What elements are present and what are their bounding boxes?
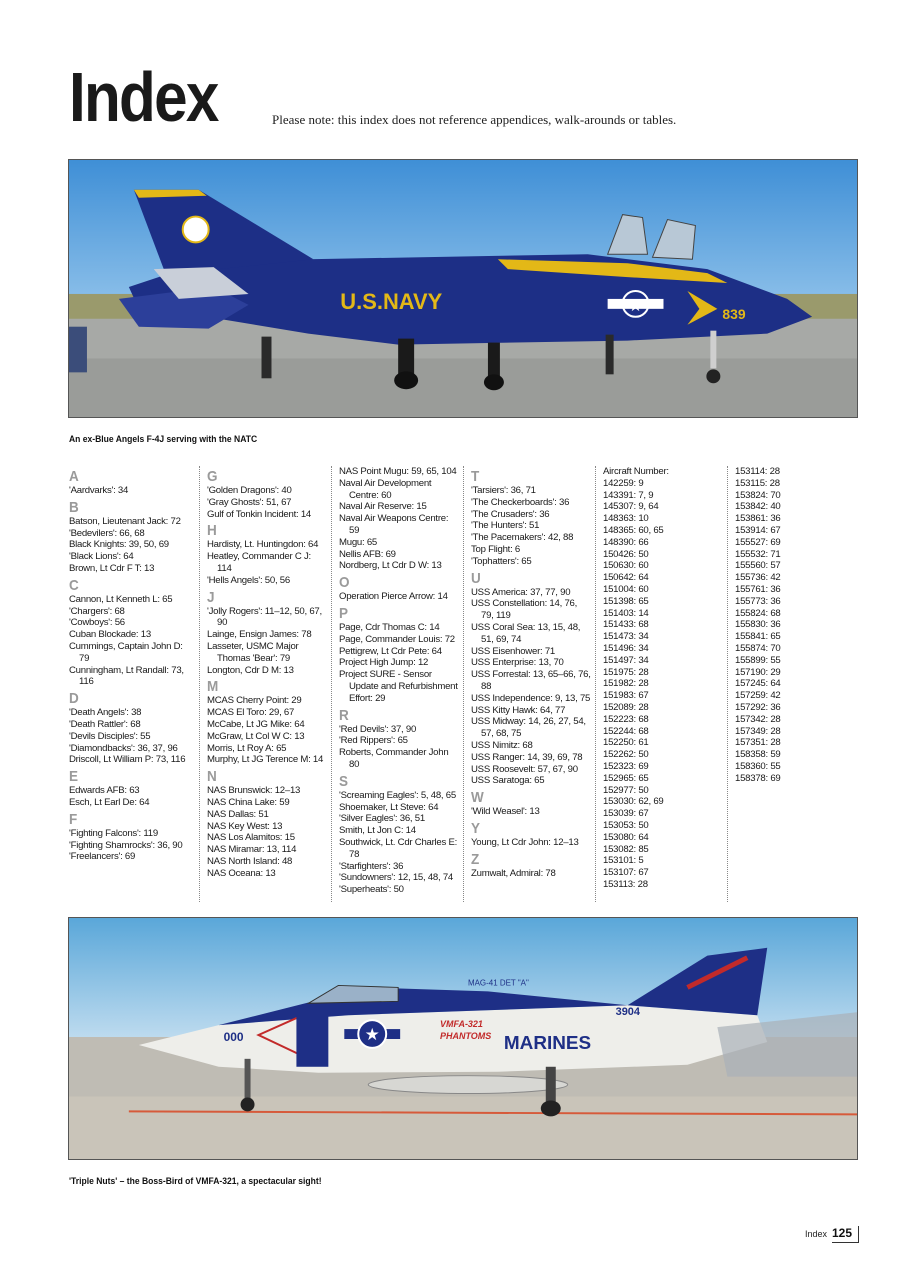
index-entry: NAS North Island: 48	[207, 855, 293, 867]
index-entry: 151496: 34	[603, 642, 649, 654]
index-entry: Nellis AFB: 69	[339, 548, 396, 560]
index-entry: 153861: 36	[735, 513, 781, 525]
index-entry: McGraw, Lt Col W C: 13	[207, 730, 305, 742]
index-columns	[68, 466, 860, 902]
index-entry: MCAS El Toro: 29, 67	[207, 707, 295, 719]
index-entry: 'Golden Dragons': 40	[207, 485, 292, 496]
nose-number-marking: 000	[223, 1030, 244, 1044]
index-entry: USS Midway: 14, 26, 27, 54, 57, 68, 75	[471, 716, 586, 740]
index-entry: Cunningham, Lt Randall: 73, 116	[69, 664, 184, 688]
index-entry: MCAS Cherry Point: 29	[207, 695, 302, 707]
index-column-2	[200, 466, 332, 902]
index-entry: 151433: 68	[603, 619, 649, 631]
index-entry: 148363: 10	[603, 513, 649, 525]
index-entry: 150630: 60	[603, 560, 649, 572]
index-entry: Shoemaker, Lt Steve: 64	[339, 801, 439, 813]
index-entry: 145307: 9, 64	[603, 501, 659, 513]
index-entry: USS Coral Sea: 13, 15, 48, 51, 69, 74	[471, 621, 581, 645]
index-entry: 153113: 28	[603, 878, 648, 890]
index-letter-heading: P	[339, 604, 349, 622]
index-entry: Aircraft Number:	[603, 466, 669, 477]
squadron-marking: VMFA-321	[440, 1019, 483, 1030]
index-entry: 148365: 60, 65	[603, 524, 664, 536]
index-entry: 152965: 65	[603, 772, 649, 784]
index-entry: Page, Cdr Thomas C: 14	[339, 621, 440, 633]
index-entry: 'Chargers': 68	[69, 605, 125, 617]
index-entry: 158358: 59	[735, 749, 781, 761]
index-entry: 'Fighting Falcons': 119	[69, 827, 158, 839]
index-letter-heading: E	[69, 768, 79, 786]
f4j-aircraft-illustration	[69, 160, 857, 417]
nose-number-marking: 839	[722, 305, 746, 322]
index-letter-heading: D	[69, 690, 79, 708]
top-photo-caption: An ex-Blue Angels F-4J serving with the NATC	[69, 434, 258, 445]
index-entry: 'Gray Ghosts': 51, 67	[207, 496, 292, 508]
index-letter-heading: T	[471, 468, 480, 485]
index-entry: 153101: 5	[603, 855, 644, 867]
index-entry: NAS China Lake: 59	[207, 796, 290, 808]
index-entry: Naval Air Development Centre: 60	[339, 477, 432, 501]
index-entry: 153824: 70	[735, 489, 781, 501]
index-entry: 'Black Lions': 64	[69, 551, 134, 563]
index-entry: 155560: 57	[735, 560, 781, 572]
index-entry: 155841: 65	[735, 631, 781, 643]
index-entry: NAS Los Alamitos: 15	[207, 832, 295, 844]
index-entry: 148390: 66	[603, 536, 649, 548]
tail-number-marking: 3904	[615, 1006, 641, 1019]
index-entry: 152244: 68	[603, 725, 649, 737]
index-entry: Hardisty, Lt. Huntingdon: 64	[207, 539, 319, 551]
index-entry: NAS Oceana: 13	[207, 867, 276, 879]
index-column-6	[728, 466, 860, 902]
footer-section-label: Index	[805, 1229, 828, 1239]
index-entry: 157190: 29	[735, 666, 781, 678]
index-entry: 'Cowboys': 56	[69, 617, 125, 629]
index-entry: 'The Pacemakers': 42, 88	[471, 532, 574, 544]
index-entry: Pettigrew, Lt Cdr Pete: 64	[339, 645, 442, 657]
index-entry: Mugu: 65	[339, 536, 378, 548]
index-column-3	[332, 466, 464, 902]
phantoms-marking: PHANTOMS	[440, 1031, 492, 1041]
index-letter-heading: W	[471, 789, 484, 807]
index-entry: 150426: 50	[603, 548, 649, 560]
index-entry: Edwards AFB: 63	[69, 785, 140, 797]
index-entry: 152977: 50	[603, 784, 649, 796]
index-entry: 'Wild Weasel': 13	[471, 806, 540, 818]
index-entry: 'Death Rattler': 68	[69, 718, 141, 730]
index-entry: Cummings, Captain John D: 79	[69, 640, 183, 664]
index-entry: NAS Dallas: 51	[207, 808, 269, 820]
index-entry: 'The Checkerboards': 36	[471, 496, 570, 508]
index-entry: Batson, Lieutenant Jack: 72	[69, 515, 181, 527]
index-letter-heading: G	[207, 468, 218, 485]
marines-marking: MARINES	[503, 1032, 592, 1054]
index-entry: 157342: 28	[735, 713, 781, 725]
index-entry: Project High Jump: 12	[339, 657, 429, 669]
index-entry: 155824: 68	[735, 607, 781, 619]
index-entry: Driscoll, Lt William P: 73, 116	[69, 754, 186, 766]
index-entry: Murphy, Lt JG Terence M: 14	[207, 754, 324, 766]
index-entry: 'Fighting Shamrocks': 36, 90	[69, 839, 183, 851]
index-entry: 157245: 64	[735, 678, 781, 690]
index-letter-heading: U	[471, 569, 481, 587]
index-entry: Black Knights: 39, 50, 69	[69, 539, 169, 551]
index-entry: Lasseter, USMC Major Thomas 'Bear': 79	[207, 640, 299, 664]
index-entry: Longton, Cdr D M: 13	[207, 664, 294, 676]
navy-marking: U.S.NAVY	[340, 288, 443, 314]
index-entry: USS Forrestal: 13, 65–66, 76, 88	[471, 669, 591, 692]
index-entry: 151398: 65	[603, 595, 649, 607]
index-column-1	[68, 466, 200, 902]
index-entry: 153115: 28	[735, 477, 780, 489]
index-entry: 157292: 36	[735, 701, 781, 713]
index-entry: USS Kitty Hawk: 64, 77	[471, 704, 566, 716]
index-entry: 153039: 67	[603, 808, 649, 820]
index-entry: 153053: 50	[603, 819, 649, 831]
index-entry: 'Sundowners': 12, 15, 48, 74	[339, 872, 454, 884]
bottom-photo-caption: 'Triple Nuts' – the Boss-Bird of VMFA-321, a spectacular sight!	[69, 1176, 322, 1187]
index-entry: 'Red Rippers': 65	[339, 735, 408, 747]
index-entry: McCabe, Lt JG Mike: 64	[207, 718, 305, 730]
index-entry: Young, Lt Cdr John: 12–13	[471, 836, 579, 848]
index-entry: 157351: 28	[735, 737, 781, 749]
index-entry: 'Freelancers': 69	[69, 851, 136, 863]
index-entry: NAS Miramar: 13, 114	[207, 844, 297, 856]
index-entry: USS America: 37, 77, 90	[471, 586, 571, 598]
index-letter-heading: Z	[471, 850, 480, 868]
index-entry: 151403: 14	[603, 607, 649, 619]
index-entry: 'Devils Disciples': 55	[69, 730, 151, 742]
index-entry: NAS Brunswick: 12–13	[207, 785, 301, 797]
index-entry: Naval Air Reserve: 15	[339, 501, 427, 513]
index-entry: 'Screaming Eagles': 5, 48, 65	[339, 789, 456, 801]
index-letter-heading: B	[69, 498, 79, 516]
index-letter-heading: N	[207, 768, 217, 786]
index-column-5	[596, 466, 728, 902]
index-entry: 153842: 40	[735, 501, 781, 513]
photo-vmfa-321-phantom	[68, 917, 858, 1160]
page-title: Index	[69, 58, 218, 136]
index-entry: Zumwalt, Admiral: 78	[471, 867, 556, 879]
index-letter-heading: M	[207, 678, 219, 696]
index-letter-heading: H	[207, 522, 217, 540]
index-entry: 'Tophatters': 65	[471, 555, 532, 567]
page-number: 125	[832, 1226, 859, 1243]
index-entry: 'Red Devils': 37, 90	[339, 723, 417, 735]
index-entry: 151975: 28	[603, 666, 649, 678]
index-letter-heading: R	[339, 706, 349, 724]
index-entry: Gulf of Tonkin Incident: 14	[207, 508, 312, 520]
index-letter-heading: O	[339, 574, 350, 592]
index-entry: 151497: 34	[603, 654, 649, 666]
index-entry: Top Flight: 6	[471, 543, 521, 555]
index-entry: USS Eisenhower: 71	[471, 645, 556, 657]
index-letter-heading: S	[339, 772, 349, 790]
index-entry: 153114: 28	[735, 466, 780, 477]
index-entry: 153080: 64	[603, 831, 649, 843]
index-entry: 152250: 61	[603, 737, 649, 749]
index-entry: 'The Crusaders': 36	[471, 508, 550, 520]
index-entry: USS Nimitz: 68	[471, 739, 533, 751]
index-entry: 153914: 67	[735, 524, 781, 536]
index-entry: 155899: 55	[735, 654, 781, 666]
index-entry: 152223: 68	[603, 713, 649, 725]
index-entry: 'Silver Eagles': 36, 51	[339, 813, 425, 825]
index-entry: USS Ranger: 14, 39, 69, 78	[471, 751, 583, 763]
index-entry: USS Enterprise: 13, 70	[471, 657, 564, 669]
index-entry: 'Hells Angels': 50, 56	[207, 574, 290, 586]
index-letter-heading: C	[69, 576, 79, 594]
index-entry: 152323: 69	[603, 760, 649, 772]
index-entry: Project SURE - Sensor Update and Refurbishment Effort: 29	[339, 669, 458, 704]
index-letter-heading: J	[207, 588, 215, 606]
index-column-4	[464, 466, 596, 902]
index-entry: Heatley, Commander C J: 114	[207, 551, 311, 574]
index-entry: USS Constellation: 14, 76, 79, 119	[471, 598, 578, 622]
index-entry: Esch, Lt Earl De: 64	[69, 796, 150, 808]
index-entry: 152262: 50	[603, 749, 649, 761]
index-entry: Cannon, Lt Kenneth L: 65	[69, 593, 173, 605]
unit-marking: MAG-41 DET "A"	[467, 978, 529, 988]
index-entry: 151982: 28	[603, 678, 649, 690]
index-entry: Smith, Lt Jon C: 14	[339, 825, 416, 837]
index-entry: Naval Air Weapons Centre: 59	[339, 513, 449, 536]
index-entry: 150642: 64	[603, 572, 649, 584]
svg-text:★: ★	[628, 295, 643, 315]
index-entry: 'Bedevilers': 66, 68	[69, 527, 145, 539]
index-entry: 155773: 36	[735, 595, 781, 607]
index-entry: USS Roosevelt: 57, 67, 90	[471, 763, 578, 775]
index-entry: 'Starfighters': 36	[339, 860, 404, 872]
index-entry: 142259: 9	[603, 477, 644, 489]
index-entry: 'The Hunters': 51	[471, 520, 540, 532]
index-entry: 155761: 36	[735, 583, 781, 595]
index-entry: NAS Point Mugu: 59, 65, 104	[339, 466, 457, 477]
vmfa-321-aircraft-illustration	[69, 918, 857, 1159]
index-entry: Page, Commander Louis: 72	[339, 633, 455, 645]
index-entry: Operation Pierce Arrow: 14	[339, 591, 448, 603]
index-entry: Morris, Lt Roy A: 65	[207, 742, 287, 754]
index-entry: Lainge, Ensign James: 78	[207, 629, 312, 641]
index-entry: 'Aardvarks': 34	[69, 485, 129, 496]
index-entry: Roberts, Commander John 80	[339, 747, 449, 770]
index-entry: Southwick, Lt. Cdr Charles E: 78	[339, 836, 458, 860]
index-entry: Nordberg, Lt Cdr D W: 13	[339, 560, 442, 572]
index-entry: 152089: 28	[603, 701, 649, 713]
index-entry: Brown, Lt Cdr F T: 13	[69, 562, 155, 574]
index-entry: 155532: 71	[735, 548, 781, 560]
index-note: Please note: this index does not reference appendices, walk-arounds or tables.	[272, 112, 677, 127]
index-entry: 153030: 62, 69	[603, 796, 664, 808]
index-entry: 151004: 60	[603, 583, 649, 595]
index-entry: 157259: 42	[735, 690, 781, 702]
index-entry: 155874: 70	[735, 642, 781, 654]
index-letter-heading: F	[69, 810, 78, 828]
index-letter-heading: Y	[471, 819, 481, 837]
index-entry: 'Superheats': 50	[339, 884, 404, 896]
index-entry: 155736: 42	[735, 572, 781, 584]
index-entry: 151473: 34	[603, 631, 649, 643]
index-entry: 158360: 55	[735, 760, 781, 772]
index-entry: 157349: 28	[735, 725, 781, 737]
svg-text:★: ★	[364, 1024, 380, 1044]
index-entry: 155527: 69	[735, 536, 781, 548]
index-letter-heading: A	[69, 468, 79, 485]
index-entry: 'Diamondbacks': 36, 37, 96	[69, 742, 178, 754]
index-entry: USS Independence: 9, 13, 75	[471, 692, 591, 704]
index-entry: 'Jolly Rogers': 11–12, 50, 67, 90	[207, 605, 322, 629]
index-entry: NAS Key West: 13	[207, 820, 283, 832]
index-entry: 155830: 36	[735, 619, 781, 631]
index-entry: 158378: 69	[735, 772, 781, 784]
photo-f4j-blue-angels	[68, 159, 858, 418]
index-entry: 'Death Angels': 38	[69, 707, 142, 719]
index-entry: 153082: 85	[603, 843, 649, 855]
index-entry: 153107: 67	[603, 867, 649, 879]
index-entry: 151983: 67	[603, 690, 649, 702]
index-entry: 'Tarsiers': 36, 71	[471, 485, 536, 496]
index-entry: Cuban Blockade: 13	[69, 629, 151, 641]
index-entry: 143391: 7, 9	[603, 489, 654, 501]
index-entry: USS Saratoga: 65	[471, 775, 545, 787]
